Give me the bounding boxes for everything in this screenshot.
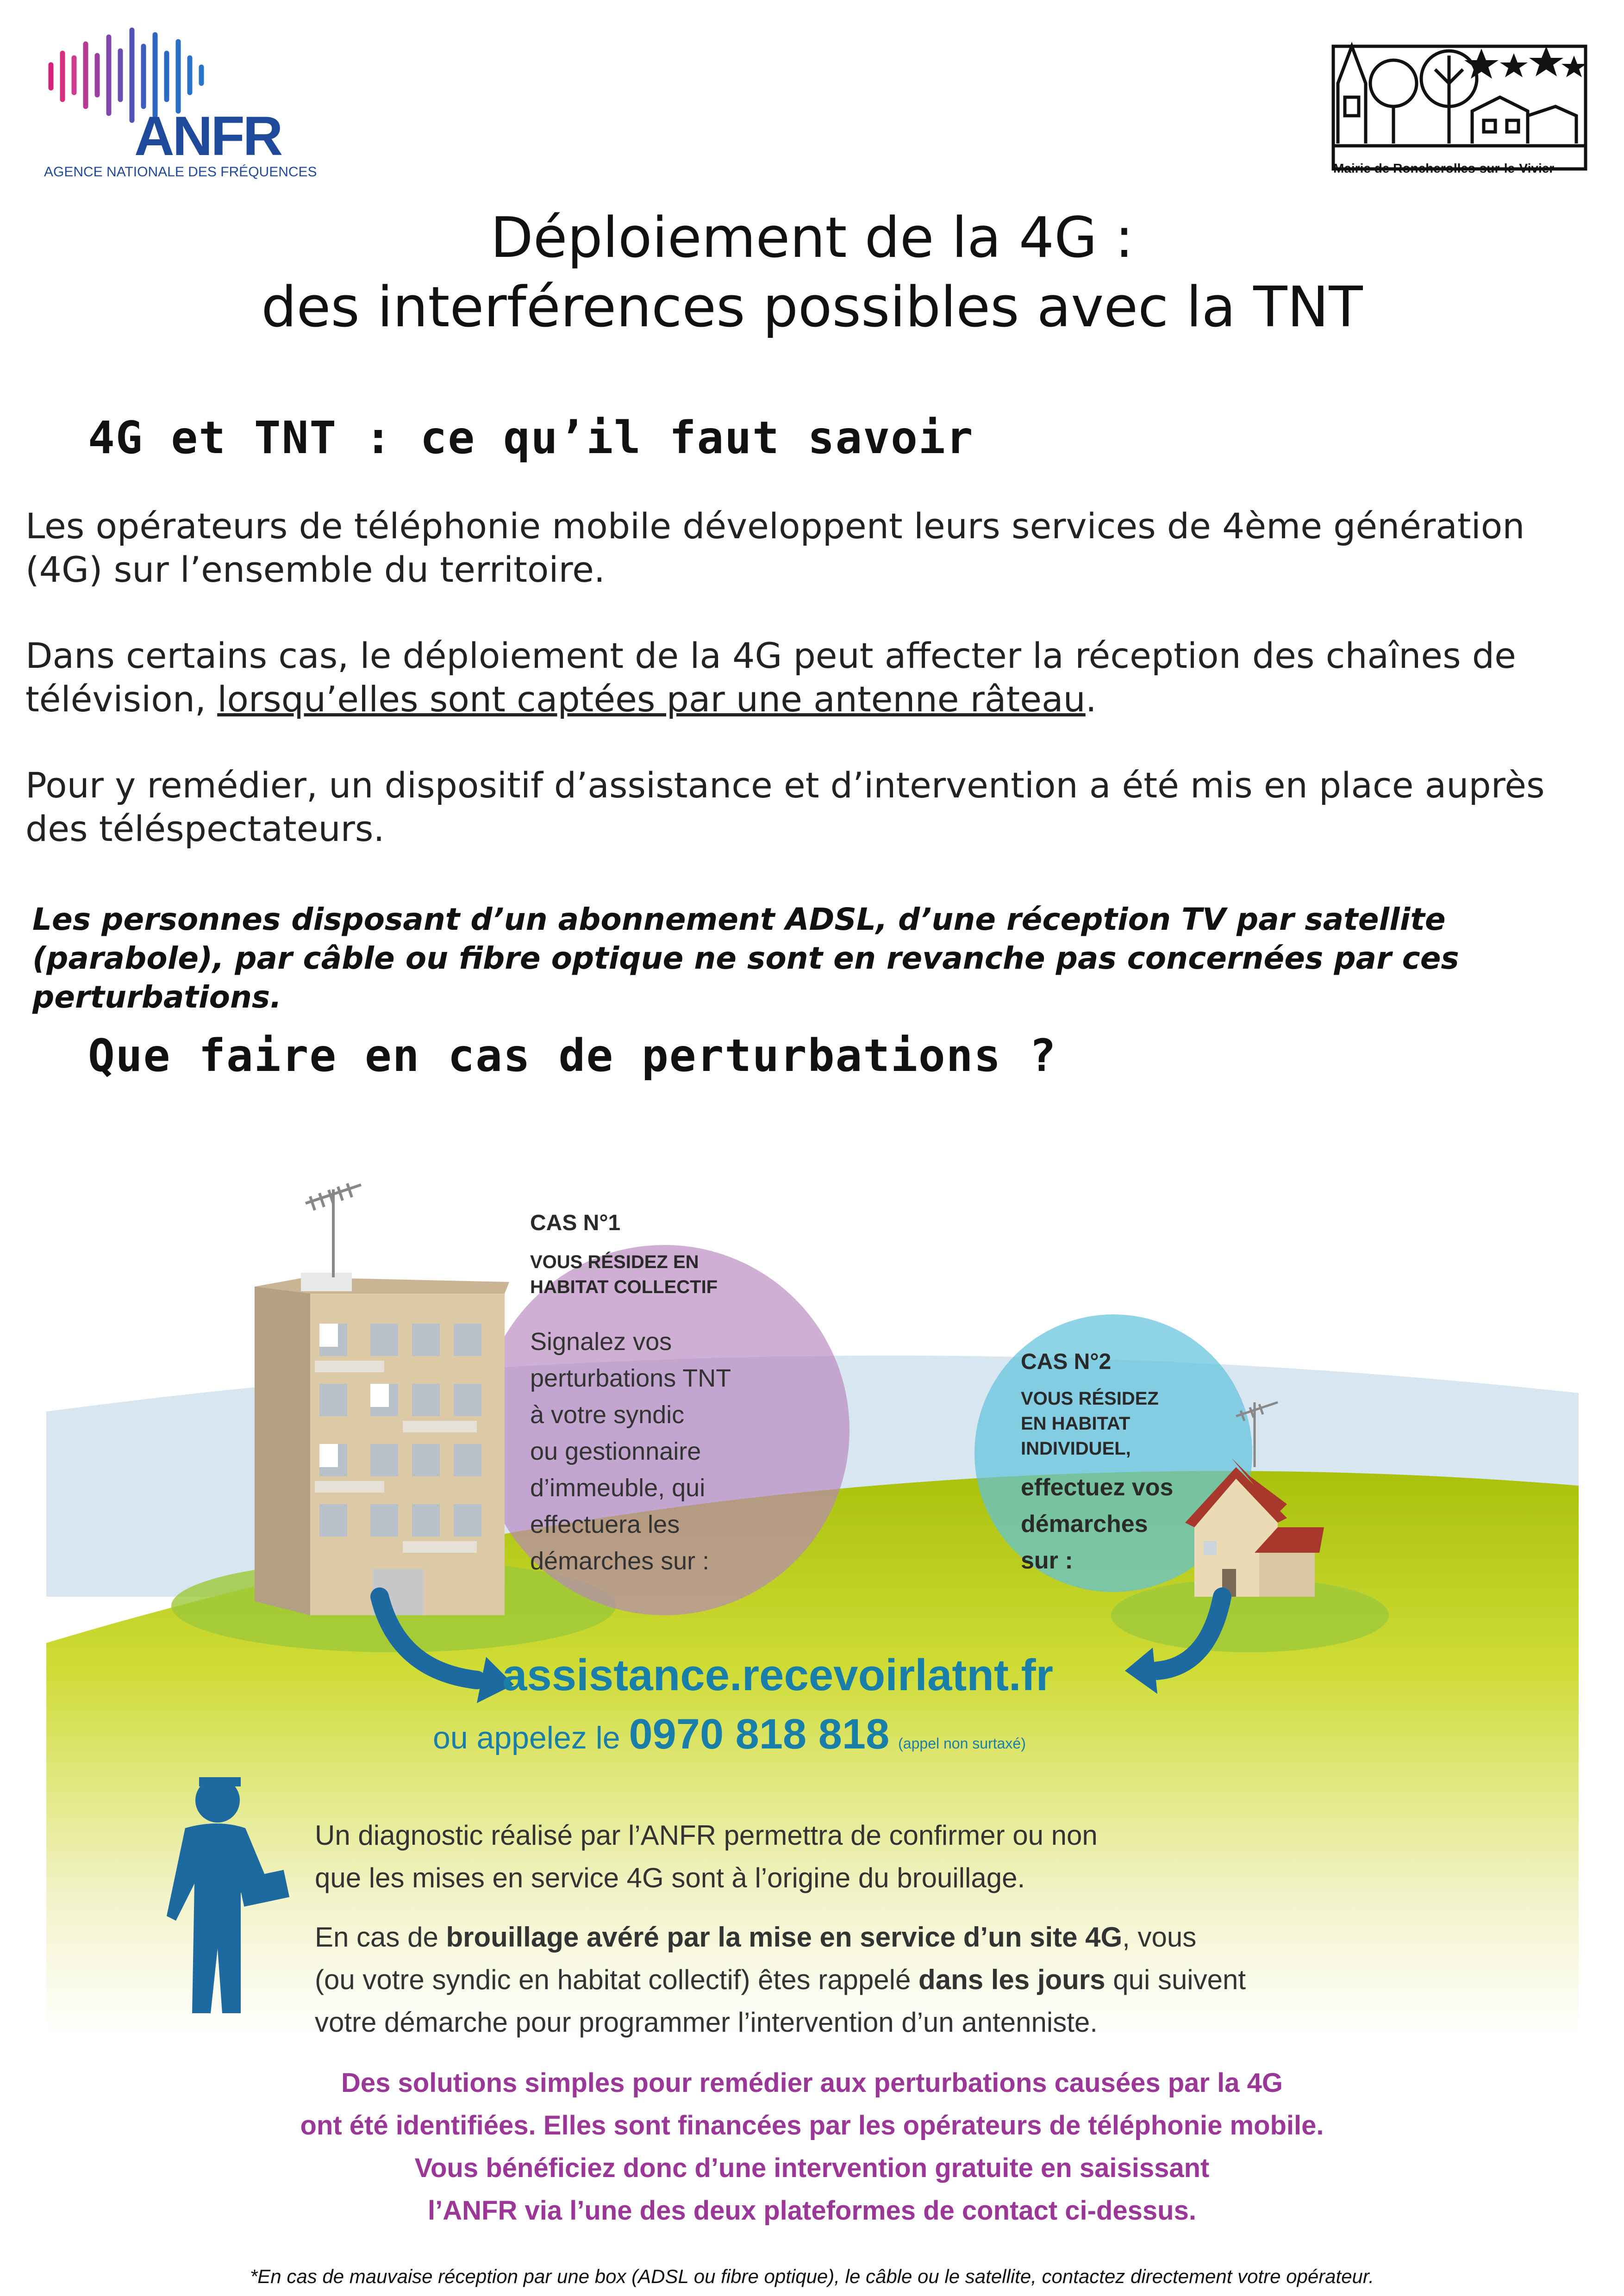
solutions-text bbox=[0, 2062, 1624, 2232]
cas1-line: ou gestionnaire bbox=[530, 1437, 701, 1465]
diag2-b: brouillage avéré par la mise en service d’un site 4G bbox=[446, 1922, 1123, 1953]
cas2-title: CAS N°2 bbox=[1021, 1350, 1112, 1374]
paragraph-1: Les opérateurs de téléphonie mobile développent leurs services de 4ème génération (4G) sur l’ensemble du territoire. bbox=[25, 505, 1525, 590]
cas1-line: à votre syndic bbox=[530, 1401, 685, 1429]
cas1-body bbox=[530, 1324, 731, 1580]
page-title bbox=[0, 204, 1624, 342]
diag2-e: dans les jours bbox=[918, 1964, 1106, 1995]
village-icon bbox=[1324, 28, 1602, 176]
phone-note: (appel non surtaxé) bbox=[898, 1735, 1026, 1752]
cas2-body bbox=[1021, 1469, 1173, 1579]
cas2-sub-line: VOUS RÉSIDEZ bbox=[1021, 1388, 1159, 1409]
cas1-title: CAS N°1 bbox=[530, 1211, 621, 1235]
cas1-line: effectuera les bbox=[530, 1511, 680, 1538]
exclusion-note: Les personnes disposant d’un abonnement ADSL, d’une réception TV par satellite (parabole), par câble ou fibre optique ne sont en revanche pas concernées par ces perturbations. bbox=[32, 902, 1459, 1015]
apartment-building bbox=[255, 1183, 509, 1615]
diagnostic-text-2 bbox=[315, 1916, 1246, 2044]
paragraph-2-text: Dans certains cas, le déploiement de la 4G peut affecter la réception des chaînes de télévision, bbox=[25, 635, 1516, 720]
title-line2: des interférences possibles avec la TNT bbox=[261, 275, 1363, 340]
cas1-subtitle-1: VOUS RÉSIDEZ EN bbox=[530, 1252, 699, 1272]
paragraph-2-underlined: lorsqu’elles sont captées par une antenne râteau bbox=[217, 678, 1086, 720]
cas1-subtitle-2: HABITAT COLLECTIF bbox=[530, 1277, 718, 1297]
phone-line bbox=[433, 1710, 1026, 1759]
diag2-g: votre démarche pour programmer l’intervention d’un antenniste. bbox=[315, 2007, 1098, 2038]
solutions-line: ont été identifiées. Elles sont financées par les opérateurs de téléphonie mobile. bbox=[300, 2110, 1324, 2140]
cas2-sub-line: INDIVIDUEL, bbox=[1021, 1438, 1131, 1459]
cas1-line: d’immeuble, qui bbox=[530, 1474, 706, 1502]
diag1-line1: Un diagnostic réalisé par l’ANFR permettra de confirmer ou non bbox=[315, 1820, 1098, 1851]
paragraph-3: Pour y remédier, un dispositif d’assistance et d’intervention a été mis en place auprès des téléspectateurs. bbox=[25, 765, 1545, 849]
section1-heading: 4G et TNT : ce qu’il faut savoir bbox=[88, 412, 974, 464]
cas2-line: sur : bbox=[1021, 1547, 1073, 1574]
paragraph-2 bbox=[25, 634, 1599, 721]
phone-prefix: ou appelez le bbox=[433, 1720, 620, 1755]
paragraph-2-end: . bbox=[1085, 678, 1097, 720]
title-line1: Déploiement de la 4G : bbox=[490, 206, 1134, 270]
mairie-logo bbox=[1324, 28, 1602, 176]
anfr-tagline: AGENCE NATIONALE DES FRÉQUENCES bbox=[44, 164, 317, 180]
diag1-line2: que les mises en service 4G sont à l’origine du brouillage. bbox=[315, 1862, 1025, 1893]
solutions-line: Vous bénéficiez donc d’une intervention gratuite en saisissant bbox=[414, 2153, 1210, 2183]
mairie-caption: Mairie de Roncherolles-sur-le-Vivier bbox=[1333, 161, 1555, 175]
solutions-line: Des solutions simples pour remédier aux perturbations causées par la 4G bbox=[341, 2068, 1283, 2098]
cas2-line: effectuez vos bbox=[1021, 1474, 1174, 1501]
cas1-line: démarches sur : bbox=[530, 1547, 710, 1575]
solutions-line: l’ANFR via l’une des deux plateformes de contact ci-dessus. bbox=[428, 2196, 1196, 2226]
cas1-line: perturbations TNT bbox=[530, 1364, 731, 1392]
phone-number-link[interactable]: 0970 818 818 bbox=[629, 1711, 890, 1758]
cas2-sub-line: EN HABITAT bbox=[1021, 1413, 1131, 1434]
footnote: *En cas de mauvaise réception par une box (ADSL ou fibre optique), le câble ou le satellite, contactez directement votre opérateur. bbox=[250, 2265, 1374, 2287]
assistance-url-link[interactable]: assistance.recevoirlatnt.fr bbox=[502, 1650, 1053, 1700]
section2-heading: Que faire en cas de perturbations ? bbox=[88, 1030, 1057, 1082]
diag2-a: En cas de bbox=[315, 1922, 446, 1953]
cas2-line: démarches bbox=[1021, 1511, 1148, 1537]
diagnostic-text-1 bbox=[315, 1814, 1098, 1899]
cas1-line: Signalez vos bbox=[530, 1328, 672, 1356]
diag2-f: qui suivent bbox=[1105, 1964, 1246, 1995]
diag2-d: (ou votre syndic en habitat collectif) êtes rappelé bbox=[315, 1964, 919, 1995]
cas2-subtitle bbox=[1021, 1386, 1159, 1461]
anfr-brand: ANFR bbox=[134, 105, 281, 167]
diag2-c: , vous bbox=[1122, 1922, 1197, 1953]
